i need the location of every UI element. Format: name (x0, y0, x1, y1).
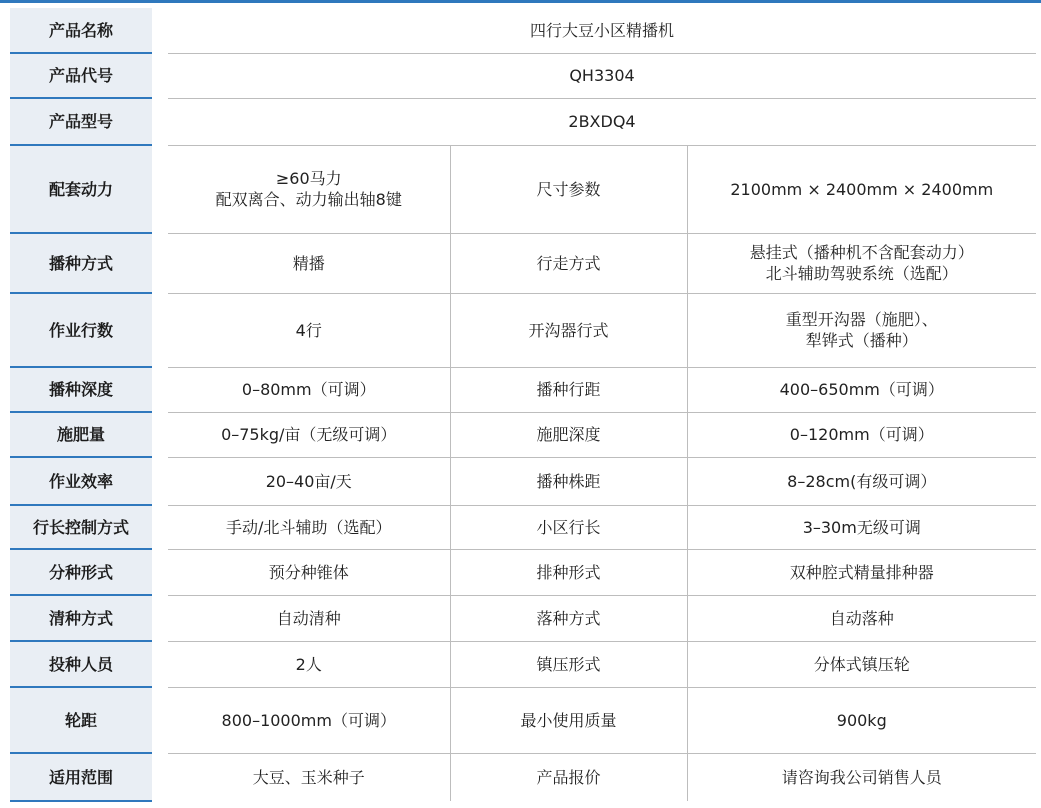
table-row (10, 505, 1036, 549)
row-value-2: 双种腔式精量排种器 (687, 549, 1036, 595)
row-label-2: 最小使用质量 (450, 687, 687, 753)
row-value-2: 2100mm × 2400mm × 2400mm (687, 145, 1036, 233)
table-row (10, 145, 1036, 233)
row-label: 产品名称 (10, 8, 152, 53)
row-label-2: 开沟器行式 (450, 293, 687, 367)
row-label-2: 行走方式 (450, 233, 687, 293)
row-value: 精播 (168, 233, 450, 293)
row-label-2: 镇压形式 (450, 641, 687, 687)
row-label-2: 播种行距 (450, 367, 687, 412)
row-label: 施肥量 (10, 412, 152, 457)
row-label: 分种形式 (10, 549, 152, 595)
table-row (10, 457, 1036, 505)
row-value-2: 重型开沟器（施肥）、 犁铧式（播种） (687, 293, 1036, 367)
row-value: 4行 (168, 293, 450, 367)
table-row (10, 753, 1036, 801)
table-row (10, 8, 1036, 53)
table-row (10, 367, 1036, 412)
row-value: ≥60马力 配双离合、动力输出轴8键 (168, 145, 450, 233)
row-value-2: 900kg (687, 687, 1036, 753)
row-value: 大豆、玉米种子 (252, 767, 365, 787)
row-value: 800–1000mm（可调） (168, 687, 450, 753)
row-value: 手动/北斗辅助（选配） (168, 505, 450, 549)
row-label-2: 落种方式 (450, 595, 687, 641)
table-row (10, 641, 1036, 687)
row-value-2: 3–30m无级可调 (687, 505, 1036, 549)
row-value-2: 分体式镇压轮 (687, 641, 1036, 687)
row-value-2: 400–650mm（可调） (687, 367, 1036, 412)
table-row (10, 53, 1036, 98)
table-row (10, 293, 1036, 367)
row-value-2: 0–120mm（可调） (687, 412, 1036, 457)
row-value-2: 自动落种 (687, 595, 1036, 641)
row-value-2: 悬挂式（播种机不含配套动力） 北斗辅助驾驶系统（选配） (687, 233, 1036, 293)
row-label-2: 产品报价 (450, 753, 687, 801)
row-label: 作业效率 (10, 457, 152, 505)
row-label: 播种深度 (10, 367, 152, 412)
table-row (10, 595, 1036, 641)
row-value: 20–40亩/天 (168, 457, 450, 505)
row-label: 轮距 (10, 687, 152, 753)
table-row (10, 412, 1036, 457)
table-row (10, 98, 1036, 145)
row-value: QH3304 (168, 53, 1036, 98)
row-value: 自动清种 (168, 595, 450, 641)
row-value: 0–80mm（可调） (168, 367, 450, 412)
row-value: 2人 (168, 641, 450, 687)
row-value-2: 8–28cm(有级可调） (687, 457, 1036, 505)
row-label: 产品代号 (10, 53, 152, 98)
row-label: 投种人员 (10, 641, 152, 687)
row-label-2: 小区行长 (450, 505, 687, 549)
row-label: 产品型号 (10, 98, 152, 145)
top-accent-line (0, 0, 1041, 3)
row-value: 四行大豆小区精播机 (168, 8, 1036, 53)
row-label: 清种方式 (10, 595, 152, 641)
row-label-2: 施肥深度 (450, 412, 687, 457)
row-label-2: 尺寸参数 (450, 145, 687, 233)
row-label: 适用范围 (10, 753, 152, 801)
row-label: 作业行数 (10, 293, 152, 367)
row-label-2: 排种形式 (450, 549, 687, 595)
row-value-2: 请咨询我公司销售人员 (781, 767, 942, 787)
table-row (10, 233, 1036, 293)
row-value: 2BXDQ4 (168, 98, 1036, 145)
table-row (10, 687, 1036, 753)
row-label: 配套动力 (10, 145, 152, 233)
row-label-2: 播种株距 (450, 457, 687, 505)
table-row (10, 549, 1036, 595)
row-value: 0–75kg/亩（无级可调） (168, 412, 450, 457)
row-value: 预分种锥体 (168, 549, 450, 595)
row-label: 行长控制方式 (10, 505, 152, 549)
row-label: 播种方式 (10, 233, 152, 293)
spec-table (10, 8, 1036, 802)
